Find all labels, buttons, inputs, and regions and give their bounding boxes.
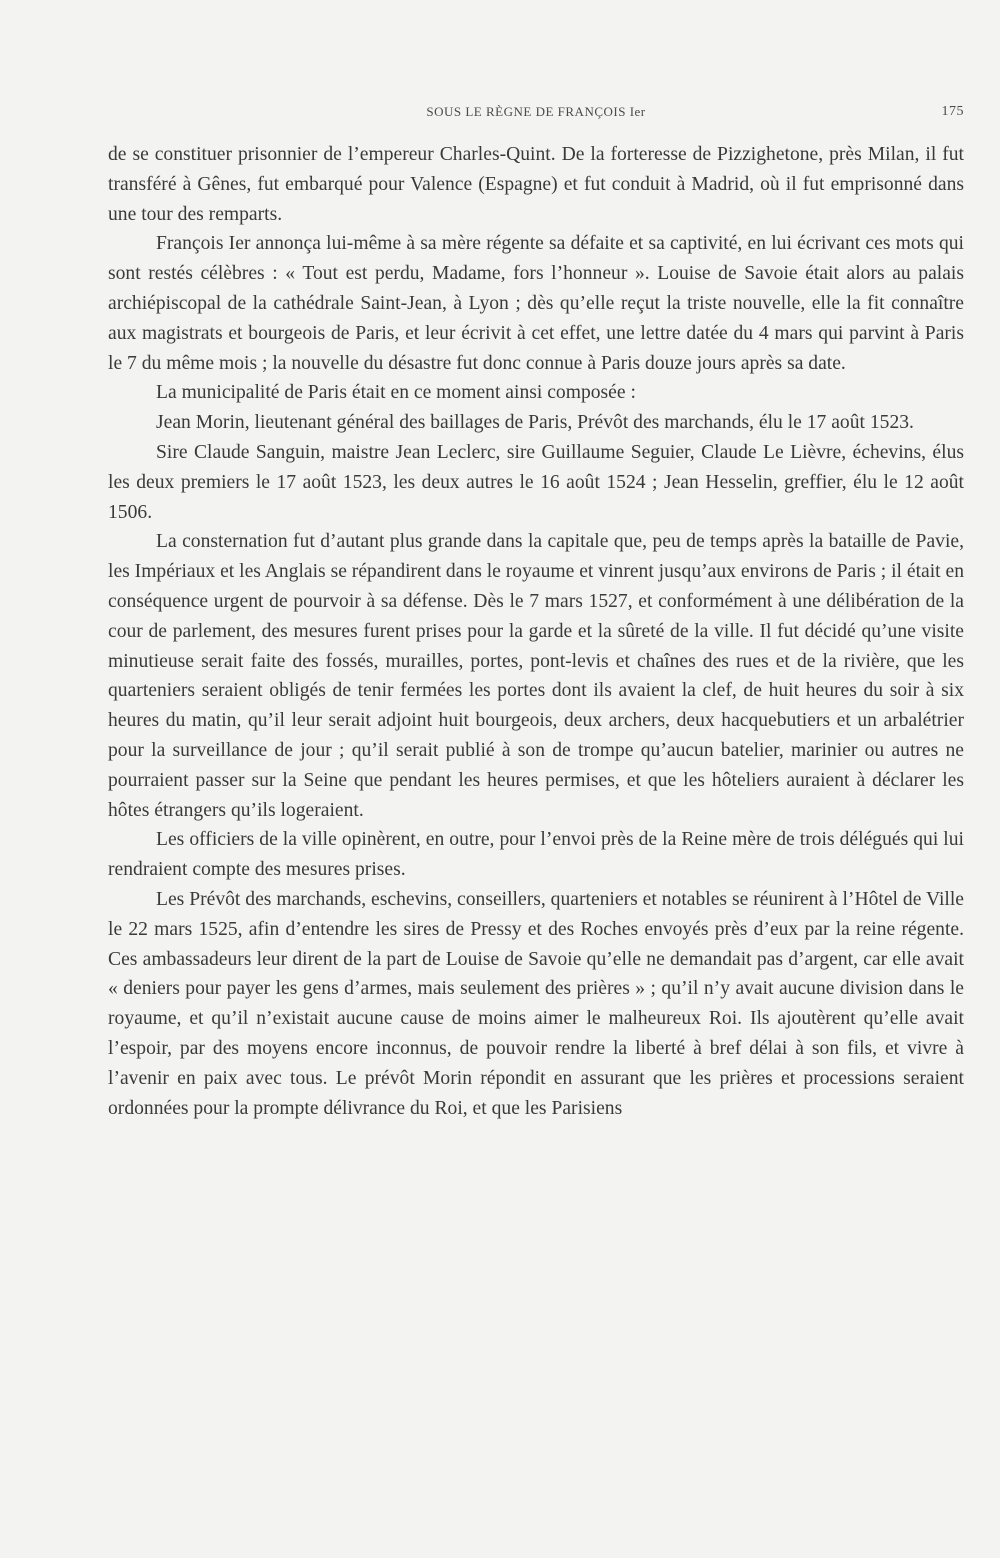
page-number: 175 <box>941 104 964 119</box>
paragraph: La municipalité de Paris était en ce moment ainsi composée : <box>156 382 636 404</box>
paragraph: Sire Claude Sanguin, maistre Jean Leclerc, sire Guillaume Seguier, Claude Le Lièvre, échevins, élus les deux premiers le 17 août 1523, les deux autres le 16 août 1524 ; Jean Hesselin, greffier, élu le 12 août 1506. <box>108 441 964 523</box>
paragraph: Les Prévôt des marchands, eschevins, conseillers, quarteniers et notables se réunirent à l’Hôtel de Ville le 22 mars 1525, afin d’entendre les sires de Pressy et des Roches envoyés près d’eux par la reine régente. Ces ambassadeurs leur dirent de la part de Louise de Savoie qu’elle ne demandait pas d’argent, car elle avait « deniers pour payer les gens d’armes, mais seulement des prières » ; qu’il n’y avait aucune division dans le royaume, et qu’il n’existait aucune cause de moins aimer le malheureux Roi. Ils ajoutèrent qu’elle avait l’espoir, par des moyens encore inconnus, de pouvoir rendre la liberté à bref délai à son fils, et vivre à l’avenir en paix avec tous. Le prévôt Morin répondit en assurant que les prières et processions seraient ordonnées pour la prompte délivrance du Roi, et que les Parisiens <box>108 888 964 1119</box>
paragraph: Jean Morin, lieutenant général des baillages de Paris, Prévôt des marchands, élu le 17 août 1523. <box>156 412 914 434</box>
paragraph: Les officiers de la ville opinèrent, en outre, pour l’envoi près de la Reine mère de trois délégués qui lui rendraient compte des mesures prises. <box>108 829 964 881</box>
paragraph: François Ier annonça lui-même à sa mère régente sa défaite et sa captivité, en lui écrivant ces mots qui sont restés célèbres : « Tout est perdu, Madame, fors l’honneur ». Louise de Savoie était alors au palais archiépiscopal de la cathédrale Saint-Jean, à Lyon ; dès qu’elle reçut la triste nouvelle, elle la fit connaître aux magistrats et bourgeois de Paris, et leur écrivit à cet effet, une lettre datée du 4 mars qui parvint à Paris le 7 du même mois ; la nouvelle du désastre fut donc connue à Paris douze jours après sa date. <box>108 233 964 374</box>
paragraph: de se constituer prisonnier de l’empereur Charles-Quint. De la forteresse de Pizzighetone, près Milan, il fut transféré à Gênes, fut embarqué pour Valence (Espagne) et fut conduit à Madrid, où il fut emprisonné dans une tour des remparts. <box>108 144 964 225</box>
body-text <box>108 140 964 1123</box>
running-title: SOUS LE RÈGNE DE FRANÇOIS Ier <box>426 104 646 119</box>
paragraph: La consternation fut d’autant plus grande dans la capitale que, peu de temps après la bataille de Pavie, les Impériaux et les Anglais se répandirent dans le royaume et vinrent jusqu’aux environs de Paris ; il était en conséquence urgent de pourvoir à sa défense. Dès le 7 mars 1527, et conformément à une délibération de la cour de parlement, des mesures furent prises pour la garde et la sûreté de la ville. Il fut décidé qu’une visite minutieuse serait faite des fossés, murailles, portes, pont-levis et chaînes des rues et de la rivière, que les quarteniers seraient obligés de tenir fermées les portes dont ils avaient la clef, de huit heures du soir à six heures du matin, qu’il leur serait adjoint huit bourgeois, deux archers, deux hacquebutiers et un arbalétrier pour la surveillance de jour ; qu’il serait publié à son de trompe qu’aucun batelier, marinier ou autres ne pourraient passer sur la Seine que pendant les heures permises, et que les hôteliers auraient à déclarer les hôtes étrangers qu’ils logeraient. <box>108 531 964 821</box>
running-header <box>108 104 964 124</box>
